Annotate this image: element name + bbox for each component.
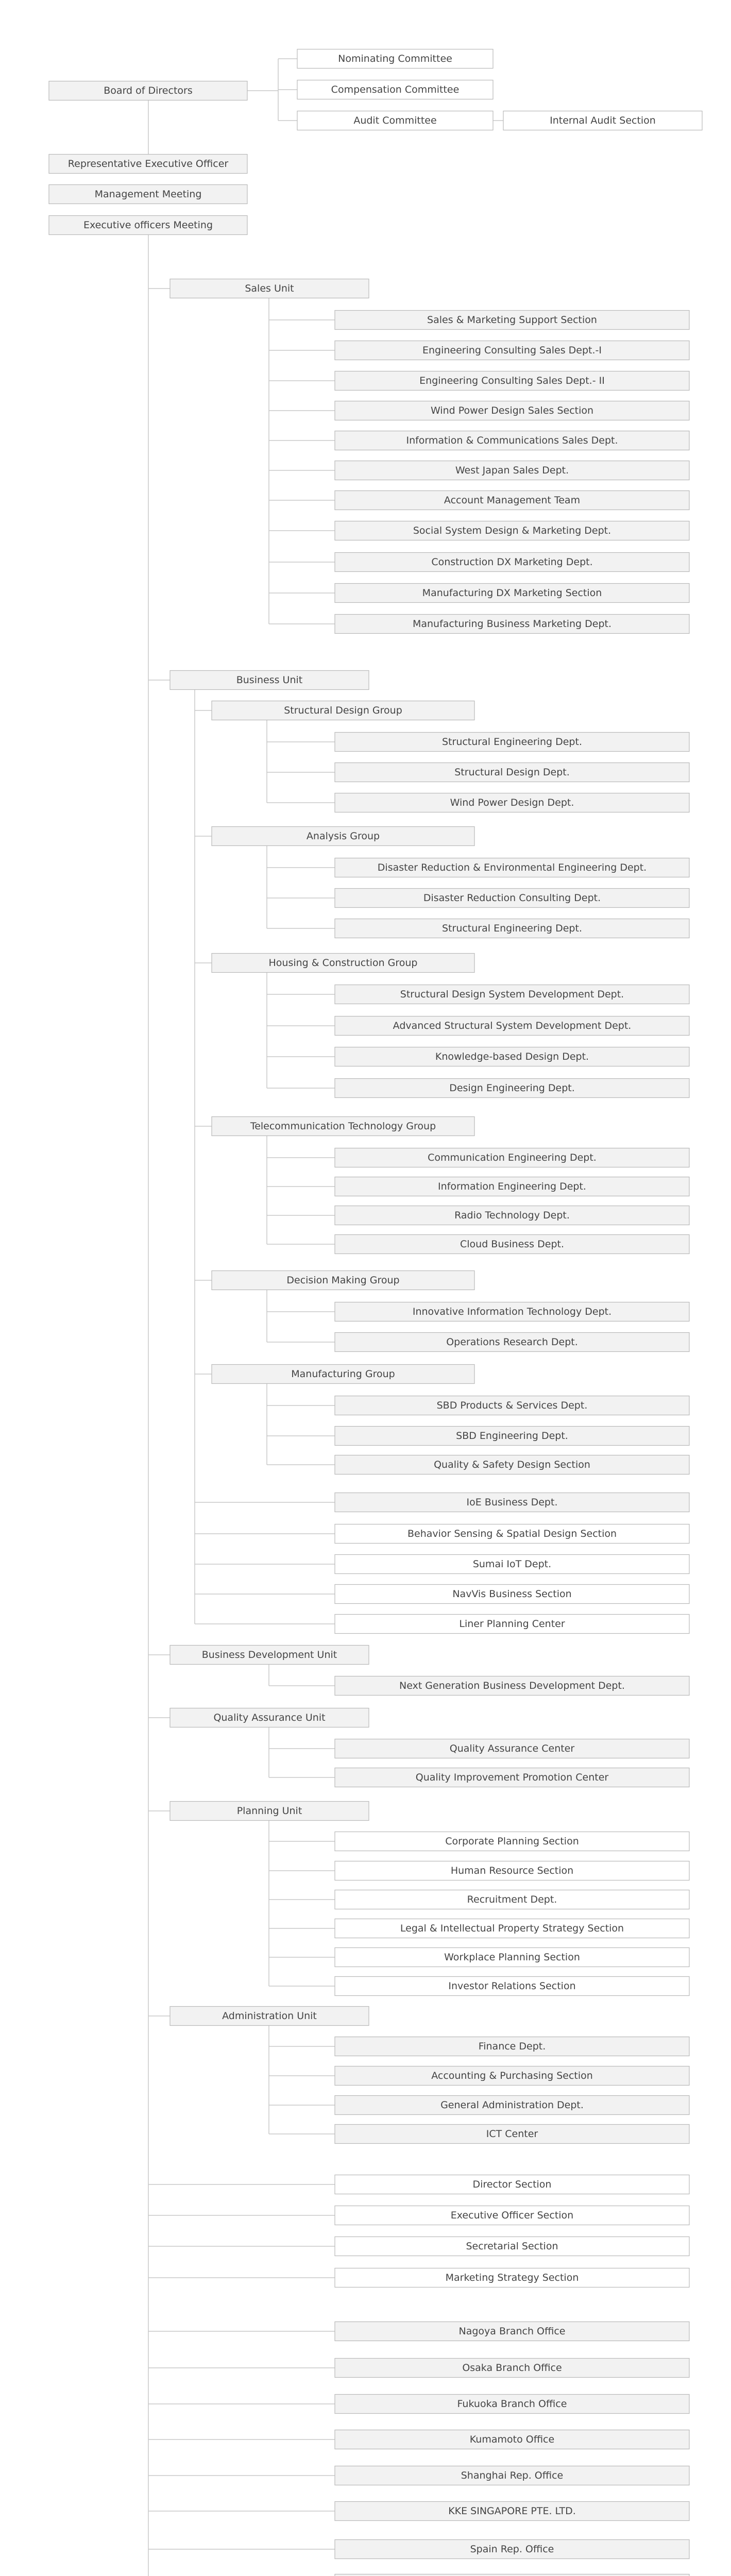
staff-section-2-label: Secretarial Section <box>466 2241 558 2252</box>
planning-unit-dept-3 <box>335 1919 689 1938</box>
office-6 <box>335 2540 689 2559</box>
sales-unit-dept-5 <box>335 461 689 480</box>
office-0-label: Nagoya Branch Office <box>458 2326 566 2337</box>
sales-unit-dept-6-label: Account Management Team <box>444 495 581 506</box>
administration-unit-dept-2-label: General Administration Dept. <box>440 2099 584 2111</box>
business-unit-dept-1 <box>335 1524 689 1544</box>
administration-unit-dept-2 <box>335 2096 689 2115</box>
board-of-directors-label: Board of Directors <box>104 85 193 96</box>
group-5-dept-2-label: Quality & Safety Design Section <box>434 1459 590 1470</box>
group-5-label: Manufacturing Group <box>291 1368 395 1380</box>
group-0-dept-2-label: Wind Power Design Dept. <box>450 797 574 808</box>
staff-section-2 <box>335 2237 689 2256</box>
office-5 <box>335 2502 689 2521</box>
staff-section-3 <box>335 2268 689 2287</box>
group-3-dept-3-label: Cloud Business Dept. <box>460 1239 565 1250</box>
business-unit-dept-2-label: Sumai IoT Dept. <box>472 1558 552 1570</box>
group-2-dept-1 <box>335 1016 689 1036</box>
sales-unit-dept-7 <box>335 521 689 540</box>
sales-unit-dept-10 <box>335 615 689 634</box>
quality-assurance-unit-dept-0-label: Quality Assurance Center <box>449 1743 575 1754</box>
administration-unit <box>170 2007 369 2026</box>
administration-unit-dept-0-label: Finance Dept. <box>478 2041 546 2052</box>
group-2-dept-0 <box>335 985 689 1004</box>
quality-assurance-unit-dept-0 <box>335 1739 689 1758</box>
office-1 <box>335 2359 689 2378</box>
committee-1 <box>297 80 493 99</box>
planning-unit-dept-4-label: Workplace Planning Section <box>444 1952 580 1963</box>
business-unit-dept-1-label: Behavior Sensing & Spatial Design Section <box>407 1528 617 1539</box>
sales-unit-dept-7-label: Social System Design & Marketing Dept. <box>413 525 611 536</box>
group-3-label: Telecommunication Technology Group <box>250 1121 436 1132</box>
staff-section-1-label: Executive Officer Section <box>450 2210 574 2221</box>
group-1 <box>212 827 474 846</box>
business-development-unit <box>170 1646 369 1665</box>
group-3-dept-2-label: Radio Technology Dept. <box>454 1210 570 1221</box>
sales-unit-dept-0-label: Sales & Marketing Support Section <box>427 314 597 326</box>
group-0-dept-0 <box>335 733 689 752</box>
sales-unit-dept-9 <box>335 584 689 603</box>
business-unit-dept-3-label: NavVis Business Section <box>452 1588 572 1600</box>
group-2 <box>212 954 474 973</box>
group-1-dept-2 <box>335 919 689 938</box>
group-4-dept-0 <box>335 1302 689 1321</box>
group-5-dept-0 <box>335 1396 689 1415</box>
group-2-dept-3 <box>335 1079 689 1098</box>
sales-unit-dept-8 <box>335 553 689 572</box>
office-4-label: Shanghai Rep. Office <box>461 2470 564 2481</box>
representative-executive-officer <box>49 155 247 174</box>
staff-section-3-label: Marketing Strategy Section <box>445 2272 579 2283</box>
business-unit-dept-0 <box>335 1493 689 1512</box>
group-0-label: Structural Design Group <box>284 705 402 716</box>
business-unit-label: Business Unit <box>236 674 303 686</box>
business-unit-dept-3 <box>335 1585 689 1604</box>
group-3-dept-0 <box>335 1148 689 1167</box>
planning-unit-dept-4 <box>335 1948 689 1967</box>
business-unit-dept-4 <box>335 1615 689 1634</box>
planning-unit-dept-0 <box>335 1832 689 1851</box>
group-1-dept-0-label: Disaster Reduction & Environmental Engineering Dept. <box>377 862 647 873</box>
sales-unit-dept-1-label: Engineering Consulting Sales Dept.-I <box>422 345 602 356</box>
group-4-dept-1 <box>335 1333 689 1352</box>
group-4 <box>212 1271 474 1290</box>
office-5-label: KKE SINGAPORE PTE. LTD. <box>448 2505 576 2517</box>
sales-unit-dept-4-label: Information & Communications Sales Dept. <box>406 435 618 446</box>
representative-executive-officer-label: Representative Executive Officer <box>67 158 229 170</box>
group-2-dept-0-label: Structural Design System Development Dept. <box>400 989 624 1000</box>
group-3-dept-2 <box>335 1206 689 1225</box>
office-4 <box>335 2466 689 2485</box>
quality-assurance-unit-label: Quality Assurance Unit <box>213 1712 326 1723</box>
internal-audit-section-label: Internal Audit Section <box>550 115 656 126</box>
business-development-unit-dept-0-label: Next Generation Business Development Dept. <box>399 1680 625 1691</box>
group-0 <box>212 701 474 720</box>
sales-unit-dept-9-label: Manufacturing DX Marketing Section <box>422 587 602 599</box>
sales-unit-dept-10-label: Manufacturing Business Marketing Dept. <box>412 618 612 630</box>
group-5 <box>212 1365 474 1384</box>
administration-unit-dept-3 <box>335 2125 689 2144</box>
planning-unit-dept-2-label: Recruitment Dept. <box>467 1894 557 1905</box>
planning-unit-dept-1-label: Human Resource Section <box>450 1865 574 1876</box>
administration-unit-dept-1 <box>335 2066 689 2086</box>
committee-2-label: Audit Committee <box>353 115 437 126</box>
sales-unit-dept-0 <box>335 311 689 330</box>
group-1-dept-2-label: Structural Engineering Dept. <box>442 923 582 934</box>
committee-0-label: Nominating Committee <box>338 53 452 64</box>
staff-section-1 <box>335 2206 689 2225</box>
group-2-dept-3-label: Design Engineering Dept. <box>449 1082 575 1094</box>
staff-section-0-label: Director Section <box>472 2179 552 2190</box>
sales-unit-dept-5-label: West Japan Sales Dept. <box>455 465 569 476</box>
group-3-dept-1-label: Information Engineering Dept. <box>438 1181 586 1192</box>
sales-unit <box>170 279 369 298</box>
business-development-unit-label: Business Development Unit <box>201 1649 337 1660</box>
group-0-dept-1-label: Structural Design Dept. <box>454 767 570 778</box>
group-5-dept-2 <box>335 1455 689 1475</box>
group-3-dept-0-label: Communication Engineering Dept. <box>428 1152 597 1163</box>
staff-section-0 <box>335 2175 689 2194</box>
sales-unit-dept-2 <box>335 371 689 391</box>
group-1-label: Analysis Group <box>306 831 380 842</box>
group-2-dept-2 <box>335 1047 689 1066</box>
planning-unit-dept-5 <box>335 1977 689 1996</box>
committee-1-label: Compensation Committee <box>331 84 460 95</box>
internal-audit-section <box>503 111 702 130</box>
business-unit <box>170 671 369 690</box>
office-2 <box>335 2395 689 2414</box>
quality-assurance-unit-dept-1 <box>335 1768 689 1787</box>
group-3-dept-1 <box>335 1177 689 1196</box>
quality-assurance-unit <box>170 1708 369 1727</box>
planning-unit-dept-5-label: Investor Relations Section <box>448 1980 576 1992</box>
group-3 <box>212 1117 474 1136</box>
board-of-directors <box>49 81 247 100</box>
group-4-dept-0-label: Innovative Information Technology Dept. <box>412 1306 612 1317</box>
group-2-dept-2-label: Knowledge-based Design Dept. <box>435 1051 589 1062</box>
office-6-label: Spain Rep. Office <box>470 2544 554 2555</box>
committee-2 <box>297 111 493 130</box>
administration-unit-label: Administration Unit <box>222 2010 317 2022</box>
office-2-label: Fukuoka Branch Office <box>457 2398 567 2410</box>
group-5-dept-0-label: SBD Products & Services Dept. <box>436 1400 588 1411</box>
planning-unit-dept-3-label: Legal & Intellectual Property Strategy Section <box>400 1923 624 1934</box>
executive-officers-meeting-label: Executive officers Meeting <box>83 219 213 231</box>
planning-unit-dept-2 <box>335 1890 689 1909</box>
administration-unit-dept-3-label: ICT Center <box>486 2128 538 2140</box>
group-3-dept-3 <box>335 1235 689 1254</box>
management-meeting <box>49 185 247 204</box>
group-0-dept-2 <box>335 793 689 812</box>
office-3-label: Kumamoto Office <box>469 2434 555 2445</box>
office-1-label: Osaka Branch Office <box>462 2362 562 2374</box>
administration-unit-dept-0 <box>335 2037 689 2056</box>
group-1-dept-0 <box>335 858 689 877</box>
quality-assurance-unit-dept-1-label: Quality Improvement Promotion Center <box>415 1772 609 1783</box>
group-1-dept-1-label: Disaster Reduction Consulting Dept. <box>423 892 601 904</box>
group-0-dept-1 <box>335 763 689 782</box>
office-7-frame <box>335 2574 689 2576</box>
committee-0 <box>297 49 493 69</box>
office-0 <box>335 2322 689 2341</box>
planning-unit <box>170 1802 369 1821</box>
sales-unit-dept-1 <box>335 341 689 360</box>
sales-unit-dept-8-label: Construction DX Marketing Dept. <box>431 556 593 568</box>
sales-unit-dept-6 <box>335 491 689 510</box>
office-7 <box>335 2574 689 2576</box>
group-5-dept-1 <box>335 1427 689 1446</box>
office-3 <box>335 2430 689 2449</box>
group-0-dept-0-label: Structural Engineering Dept. <box>442 736 582 748</box>
planning-unit-dept-0-label: Corporate Planning Section <box>445 1836 579 1847</box>
business-unit-dept-4-label: Liner Planning Center <box>459 1618 565 1630</box>
administration-unit-dept-1-label: Accounting & Purchasing Section <box>431 2070 593 2081</box>
sales-unit-dept-4 <box>335 431 689 450</box>
business-development-unit-dept-0 <box>335 1676 689 1696</box>
business-unit-dept-0-label: IoE Business Dept. <box>466 1497 558 1508</box>
sales-unit-dept-2-label: Engineering Consulting Sales Dept.- II <box>419 375 605 386</box>
group-2-dept-1-label: Advanced Structural System Development Dept. <box>393 1020 632 1031</box>
group-4-label: Decision Making Group <box>286 1275 400 1286</box>
executive-officers-meeting <box>49 216 247 235</box>
business-unit-dept-2 <box>335 1555 689 1574</box>
sales-unit-label: Sales Unit <box>245 283 294 294</box>
planning-unit-label: Planning Unit <box>236 1805 302 1817</box>
group-5-dept-1-label: SBD Engineering Dept. <box>456 1430 568 1442</box>
sales-unit-dept-3-label: Wind Power Design Sales Section <box>430 405 594 416</box>
management-meeting-label: Management Meeting <box>94 189 202 200</box>
org-boxes <box>49 49 702 2576</box>
sales-unit-dept-3 <box>335 401 689 420</box>
group-1-dept-1 <box>335 889 689 908</box>
planning-unit-dept-1 <box>335 1861 689 1880</box>
group-4-dept-1-label: Operations Research Dept. <box>446 1336 578 1348</box>
group-2-label: Housing & Construction Group <box>268 957 418 969</box>
